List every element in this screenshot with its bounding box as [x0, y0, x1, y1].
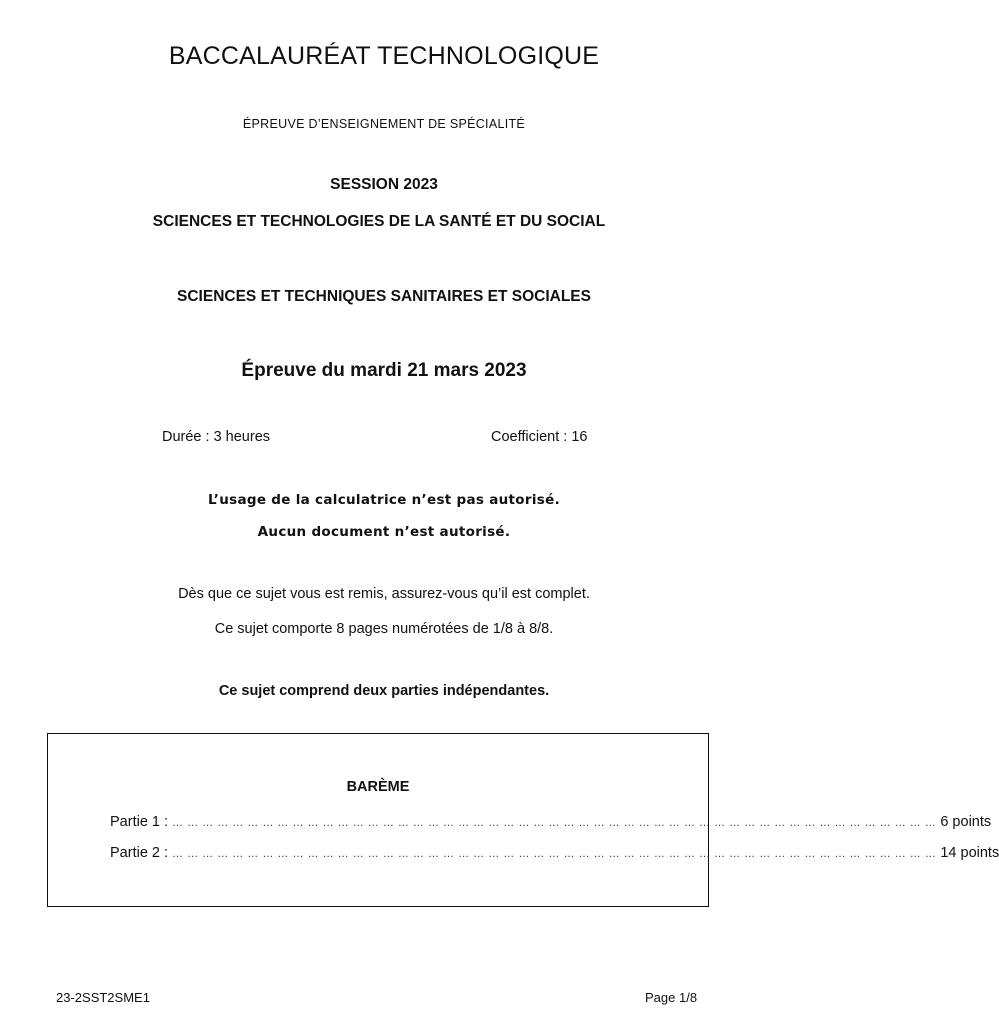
session-heading: SESSION 2023 — [330, 176, 438, 193]
parts-instruction: Ce sujet comprend deux parties indépendantes. — [218, 683, 550, 699]
exam-duration: Durée : 3 heures — [162, 429, 271, 445]
calculator-rule: L’usage de la calculatrice n’est pas autorisé. — [208, 492, 560, 508]
dot-leader: … … … … … … … … … … … … … … … … … … … … … … … … … … … … … … … … … … … … … … … … … … … … … … … … … … … — [172, 817, 937, 829]
enseignement-heading: SCIENCES ET TECHNIQUES SANITAIRES ET SOCIALES — [177, 288, 591, 305]
bareme-row-points: 14 points — [940, 845, 999, 861]
completeness-instruction: Dès que ce sujet vous est remis, assurez-vous qu’il est complet. — [178, 586, 590, 602]
bareme-title: BARÈME — [346, 779, 410, 795]
epreuve-type: ÉPREUVE D’ENSEIGNEMENT DE SPÉCIALITÉ — [242, 117, 526, 131]
specialite-heading: SCIENCES ET TECHNOLOGIES DE LA SANTÉ ET DU SOCIAL — [152, 213, 606, 230]
page-count-instruction: Ce sujet comporte 8 pages numérotées de 1/8 à 8/8. — [214, 621, 554, 637]
footer-page-number: Page 1/8 — [645, 990, 698, 1005]
dot-leader: … … … … … … … … … … … … … … … … … … … … … … … … … … … … … … … … … … … … … … … … … … … … … … … … … … … — [172, 848, 937, 860]
document-title: BACCALAURÉAT TECHNOLOGIQUE — [168, 42, 600, 70]
bareme-box — [47, 733, 999, 907]
exam-date: Épreuve du mardi 21 mars 2023 — [241, 360, 527, 381]
document-rule: Aucun document n’est autorisé. — [257, 524, 511, 540]
bareme-row-partie-2 — [110, 845, 999, 861]
bareme-row-label: Partie 1 : — [110, 814, 169, 830]
footer-subject-code: 23-2SST2SME1 — [56, 990, 150, 1005]
bareme-row-points: 6 points — [940, 814, 992, 830]
bareme-row-label: Partie 2 : — [110, 845, 169, 861]
bareme-row-partie-1 — [110, 814, 992, 830]
exam-coefficient: Coefficient : 16 — [491, 429, 588, 445]
